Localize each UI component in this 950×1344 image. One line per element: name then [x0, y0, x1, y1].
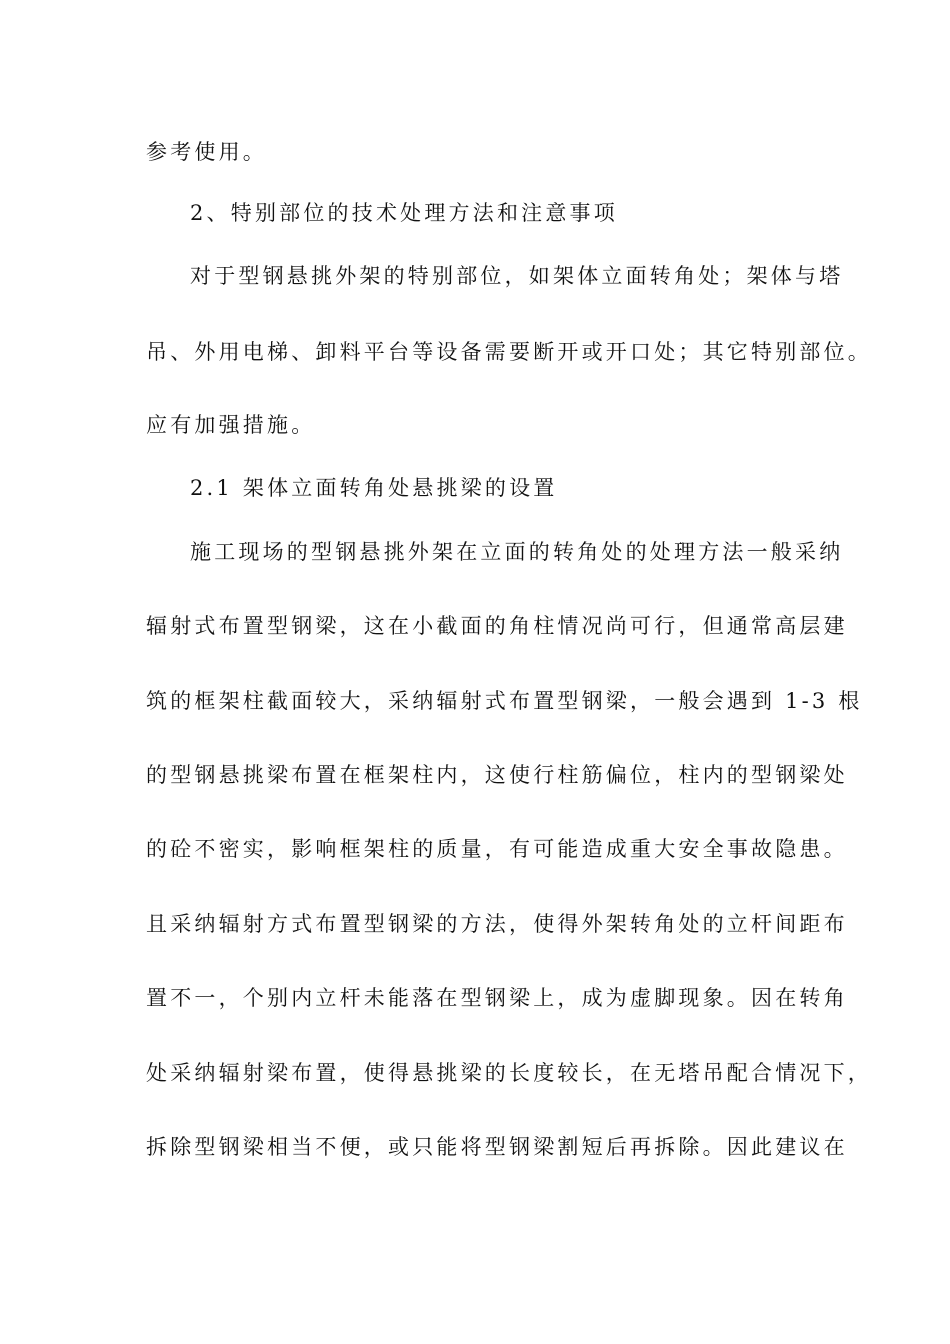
paragraph-line: 对于型钢悬挑外架的特别部位，如架体立面转角处；架体与塔 — [190, 264, 844, 288]
paragraph-line: 且采纳辐射方式布置型钢梁的方法，使得外架转角处的立杆间距布 — [146, 912, 848, 936]
paragraph-line: 应有加强措施。 — [146, 413, 316, 437]
paragraph-line: 施工现场的型钢悬挑外架在立面的转角处的处理方法一般采纳 — [190, 540, 844, 564]
paragraph-line: 筑的框架柱截面较大，采纳辐射式布置型钢梁，一般会遇到 1-3 根 — [146, 689, 863, 713]
paragraph-line: 拆除型钢梁相当不便，或只能将型钢梁割短后再拆除。因此建议在 — [146, 1135, 848, 1159]
paragraph-line: 辐射式布置型钢梁，这在小截面的角柱情况尚可行，但通常高层建 — [146, 614, 848, 638]
paragraph-line: 吊、外用电梯、卸料平台等设备需要断开或开口处；其它特别部位。 — [146, 340, 872, 364]
paragraph-line: 的砼不密实，影响框架柱的质量，有可能造成重大安全事故隐患。 — [146, 837, 848, 861]
text-line: 参考使用。 — [146, 140, 267, 164]
paragraph-line: 置不一，个别内立杆未能落在型钢梁上，成为虚脚现象。因在转角 — [146, 986, 848, 1010]
paragraph-line: 处采纳辐射梁布置，使得悬挑梁的长度较长，在无塔吊配合情况下， — [146, 1061, 872, 1085]
section-heading: 2、特别部位的技术处理方法和注意事项 — [190, 201, 618, 225]
subsection-heading: 2.1 架体立面转角处悬挑梁的设置 — [190, 476, 558, 500]
paragraph-line: 的型钢悬挑梁布置在框架柱内，这使行柱筋偏位，柱内的型钢梁处 — [146, 763, 848, 787]
